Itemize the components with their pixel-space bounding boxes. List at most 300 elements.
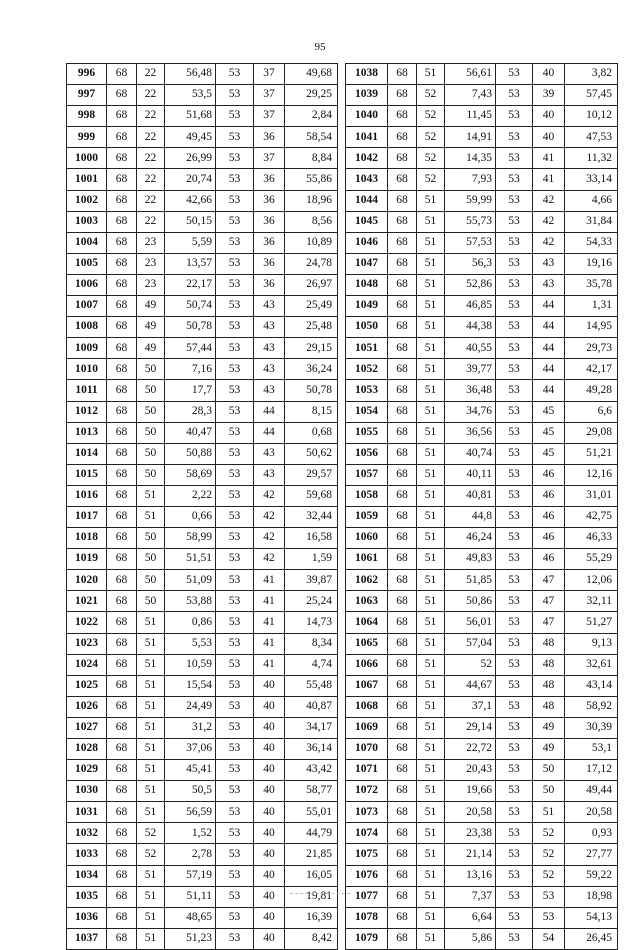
point-number-cell: 1030: [67, 781, 107, 802]
deg-lon-cell: 53: [216, 633, 254, 654]
sec-lat-cell: 56,61: [445, 64, 496, 85]
min-lat-cell: 51: [417, 739, 445, 760]
sec-lon-cell: 31,01: [565, 485, 618, 506]
table-row: [346, 528, 618, 549]
min-lon-cell: 47: [533, 612, 565, 633]
table-row: [346, 127, 618, 148]
sec-lon-cell: 18,98: [565, 886, 618, 907]
deg-lon-cell: 53: [496, 232, 533, 253]
sec-lat-cell: 15,54: [165, 675, 216, 696]
min-lon-cell: 43: [254, 296, 285, 317]
deg-lon-cell: 53: [496, 696, 533, 717]
table-row: [67, 781, 338, 802]
point-number-cell: 1079: [346, 928, 388, 949]
deg-lon-cell: 53: [216, 844, 254, 865]
sec-lon-cell: 16,39: [285, 907, 338, 928]
sec-lat-cell: 57,44: [165, 338, 216, 359]
table-row: [67, 274, 338, 295]
min-lat-cell: 51: [417, 570, 445, 591]
point-number-cell: 1037: [67, 928, 107, 949]
min-lon-cell: 52: [533, 844, 565, 865]
deg-lon-cell: 53: [216, 739, 254, 760]
deg-lat-cell: 68: [388, 380, 417, 401]
sec-lat-cell: 56,59: [165, 802, 216, 823]
min-lon-cell: 43: [533, 253, 565, 274]
deg-lon-cell: 53: [496, 865, 533, 886]
table-row: [67, 717, 338, 738]
min-lat-cell: 22: [137, 148, 165, 169]
deg-lat-cell: 68: [107, 296, 137, 317]
sec-lat-cell: 0,86: [165, 612, 216, 633]
point-number-cell: 1045: [346, 211, 388, 232]
table-row: [346, 612, 618, 633]
bottom-scan-mark: [290, 893, 350, 894]
sec-lon-cell: 29,08: [565, 422, 618, 443]
deg-lon-cell: 53: [496, 633, 533, 654]
table-row: [346, 781, 618, 802]
min-lon-cell: 40: [254, 802, 285, 823]
sec-lat-cell: 10,59: [165, 654, 216, 675]
deg-lon-cell: 53: [496, 844, 533, 865]
sec-lat-cell: 44,8: [445, 506, 496, 527]
sec-lon-cell: 54,33: [565, 232, 618, 253]
point-number-cell: 1071: [346, 760, 388, 781]
sec-lon-cell: 49,68: [285, 64, 338, 85]
deg-lat-cell: 68: [107, 274, 137, 295]
sec-lat-cell: 2,22: [165, 485, 216, 506]
min-lon-cell: 45: [533, 443, 565, 464]
table-row: [346, 190, 618, 211]
min-lat-cell: 22: [137, 190, 165, 211]
deg-lat-cell: 68: [388, 802, 417, 823]
table-row: [346, 802, 618, 823]
sec-lon-cell: 8,56: [285, 211, 338, 232]
min-lat-cell: 22: [137, 64, 165, 85]
deg-lat-cell: 68: [388, 85, 417, 106]
sec-lat-cell: 50,88: [165, 443, 216, 464]
sec-lat-cell: 49,45: [165, 127, 216, 148]
point-number-cell: 996: [67, 64, 107, 85]
deg-lon-cell: 53: [216, 169, 254, 190]
sec-lon-cell: 26,45: [565, 928, 618, 949]
min-lat-cell: 51: [137, 865, 165, 886]
point-number-cell: 1005: [67, 253, 107, 274]
point-number-cell: 1059: [346, 506, 388, 527]
point-number-cell: 1031: [67, 802, 107, 823]
min-lon-cell: 40: [254, 739, 285, 760]
deg-lon-cell: 53: [496, 802, 533, 823]
table-row: [346, 443, 618, 464]
min-lon-cell: 46: [533, 549, 565, 570]
point-number-cell: 1067: [346, 675, 388, 696]
deg-lat-cell: 68: [388, 64, 417, 85]
deg-lat-cell: 68: [107, 654, 137, 675]
table-row: [346, 485, 618, 506]
deg-lat-cell: 68: [388, 359, 417, 380]
deg-lat-cell: 68: [107, 127, 137, 148]
point-number-cell: 1013: [67, 422, 107, 443]
deg-lat-cell: 68: [107, 85, 137, 106]
min-lon-cell: 40: [254, 886, 285, 907]
deg-lat-cell: 68: [107, 422, 137, 443]
point-number-cell: 1042: [346, 148, 388, 169]
min-lat-cell: 51: [137, 696, 165, 717]
sec-lon-cell: 19,81: [285, 886, 338, 907]
sec-lon-cell: 14,73: [285, 612, 338, 633]
sec-lon-cell: 18,96: [285, 190, 338, 211]
min-lat-cell: 51: [137, 506, 165, 527]
min-lat-cell: 51: [417, 886, 445, 907]
point-number-cell: 1006: [67, 274, 107, 295]
sec-lat-cell: 51,09: [165, 570, 216, 591]
deg-lon-cell: 53: [496, 739, 533, 760]
sec-lat-cell: 6,64: [445, 907, 496, 928]
sec-lon-cell: 42,17: [565, 359, 618, 380]
min-lat-cell: 51: [137, 760, 165, 781]
table-row: [346, 380, 618, 401]
min-lon-cell: 49: [533, 739, 565, 760]
sec-lat-cell: 20,74: [165, 169, 216, 190]
table-row: [346, 570, 618, 591]
sec-lat-cell: 21,14: [445, 844, 496, 865]
point-number-cell: 1049: [346, 296, 388, 317]
deg-lon-cell: 53: [216, 253, 254, 274]
min-lat-cell: 50: [137, 549, 165, 570]
min-lat-cell: 51: [137, 907, 165, 928]
deg-lat-cell: 68: [388, 232, 417, 253]
table-row: [346, 739, 618, 760]
deg-lon-cell: 53: [496, 675, 533, 696]
table-row: [67, 654, 338, 675]
min-lon-cell: 37: [254, 85, 285, 106]
point-number-cell: 1023: [67, 633, 107, 654]
point-number-cell: 998: [67, 106, 107, 127]
table-row: [67, 190, 338, 211]
table-row: [346, 211, 618, 232]
min-lat-cell: 49: [137, 317, 165, 338]
deg-lon-cell: 53: [216, 886, 254, 907]
min-lat-cell: 22: [137, 85, 165, 106]
sec-lat-cell: 13,57: [165, 253, 216, 274]
deg-lon-cell: 53: [216, 464, 254, 485]
point-number-cell: 1039: [346, 85, 388, 106]
min-lon-cell: 40: [254, 675, 285, 696]
min-lon-cell: 40: [254, 760, 285, 781]
sec-lat-cell: 55,73: [445, 211, 496, 232]
deg-lat-cell: 68: [388, 570, 417, 591]
deg-lat-cell: 68: [388, 253, 417, 274]
sec-lon-cell: 29,15: [285, 338, 338, 359]
deg-lon-cell: 53: [496, 485, 533, 506]
deg-lon-cell: 53: [216, 190, 254, 211]
sec-lat-cell: 56,48: [165, 64, 216, 85]
sec-lon-cell: 29,57: [285, 464, 338, 485]
min-lon-cell: 43: [254, 380, 285, 401]
min-lat-cell: 51: [417, 464, 445, 485]
min-lat-cell: 50: [137, 464, 165, 485]
min-lat-cell: 22: [137, 169, 165, 190]
deg-lon-cell: 53: [216, 85, 254, 106]
point-number-cell: 1032: [67, 823, 107, 844]
min-lon-cell: 37: [254, 106, 285, 127]
deg-lon-cell: 53: [216, 211, 254, 232]
sec-lon-cell: 16,05: [285, 865, 338, 886]
min-lat-cell: 50: [137, 570, 165, 591]
min-lat-cell: 51: [137, 612, 165, 633]
deg-lat-cell: 68: [388, 464, 417, 485]
sec-lon-cell: 33,14: [565, 169, 618, 190]
deg-lon-cell: 53: [216, 549, 254, 570]
table-row: [67, 338, 338, 359]
deg-lat-cell: 68: [388, 211, 417, 232]
min-lat-cell: 51: [417, 781, 445, 802]
deg-lon-cell: 53: [496, 64, 533, 85]
deg-lon-cell: 53: [216, 443, 254, 464]
point-number-cell: 1035: [67, 886, 107, 907]
deg-lon-cell: 53: [216, 528, 254, 549]
sec-lat-cell: 1,52: [165, 823, 216, 844]
sec-lat-cell: 17,7: [165, 380, 216, 401]
min-lon-cell: 44: [533, 359, 565, 380]
deg-lat-cell: 68: [388, 549, 417, 570]
deg-lat-cell: 68: [388, 675, 417, 696]
deg-lon-cell: 53: [216, 380, 254, 401]
deg-lon-cell: 53: [496, 422, 533, 443]
min-lon-cell: 48: [533, 633, 565, 654]
min-lon-cell: 45: [533, 422, 565, 443]
deg-lat-cell: 68: [107, 781, 137, 802]
min-lat-cell: 51: [417, 443, 445, 464]
sec-lon-cell: 25,24: [285, 591, 338, 612]
sec-lat-cell: 7,93: [445, 169, 496, 190]
min-lat-cell: 51: [417, 380, 445, 401]
table-row: [346, 338, 618, 359]
min-lon-cell: 42: [254, 549, 285, 570]
table-row: [67, 528, 338, 549]
min-lat-cell: 51: [417, 844, 445, 865]
sec-lat-cell: 50,78: [165, 317, 216, 338]
sec-lat-cell: 53,88: [165, 591, 216, 612]
sec-lat-cell: 59,99: [445, 190, 496, 211]
min-lat-cell: 52: [417, 85, 445, 106]
min-lat-cell: 50: [137, 591, 165, 612]
point-number-cell: 1041: [346, 127, 388, 148]
table-row: [346, 591, 618, 612]
sec-lat-cell: 50,74: [165, 296, 216, 317]
deg-lon-cell: 53: [216, 64, 254, 85]
sec-lat-cell: 34,76: [445, 401, 496, 422]
table-row: [67, 802, 338, 823]
min-lon-cell: 39: [533, 85, 565, 106]
min-lon-cell: 40: [254, 844, 285, 865]
sec-lon-cell: 50,62: [285, 443, 338, 464]
min-lon-cell: 42: [533, 211, 565, 232]
sec-lat-cell: 49,83: [445, 549, 496, 570]
sec-lon-cell: 32,44: [285, 506, 338, 527]
table-row: [67, 865, 338, 886]
min-lat-cell: 51: [417, 907, 445, 928]
min-lat-cell: 51: [417, 802, 445, 823]
sec-lon-cell: 0,68: [285, 422, 338, 443]
min-lon-cell: 43: [254, 338, 285, 359]
sec-lat-cell: 28,3: [165, 401, 216, 422]
sec-lat-cell: 51,11: [165, 886, 216, 907]
min-lat-cell: 50: [137, 401, 165, 422]
sec-lon-cell: 16,58: [285, 528, 338, 549]
deg-lat-cell: 68: [107, 802, 137, 823]
sec-lon-cell: 17,12: [565, 760, 618, 781]
min-lat-cell: 51: [417, 865, 445, 886]
sec-lon-cell: 50,78: [285, 380, 338, 401]
table-row: [346, 64, 618, 85]
min-lat-cell: 51: [137, 781, 165, 802]
min-lon-cell: 51: [533, 802, 565, 823]
table-row: [67, 823, 338, 844]
sec-lon-cell: 31,84: [565, 211, 618, 232]
deg-lon-cell: 53: [496, 654, 533, 675]
table-row: [346, 359, 618, 380]
min-lon-cell: 40: [533, 127, 565, 148]
deg-lat-cell: 68: [388, 528, 417, 549]
sec-lon-cell: 40,87: [285, 696, 338, 717]
point-number-cell: 1018: [67, 528, 107, 549]
table-row: [67, 169, 338, 190]
deg-lon-cell: 53: [496, 823, 533, 844]
table-row: [346, 401, 618, 422]
point-number-cell: 1054: [346, 401, 388, 422]
point-number-cell: 1002: [67, 190, 107, 211]
deg-lat-cell: 68: [388, 317, 417, 338]
deg-lon-cell: 53: [496, 506, 533, 527]
deg-lat-cell: 68: [388, 106, 417, 127]
min-lon-cell: 36: [254, 169, 285, 190]
point-number-cell: 1056: [346, 443, 388, 464]
min-lon-cell: 40: [533, 106, 565, 127]
deg-lat-cell: 68: [107, 380, 137, 401]
min-lon-cell: 42: [254, 506, 285, 527]
point-number-cell: 997: [67, 85, 107, 106]
deg-lon-cell: 53: [216, 760, 254, 781]
deg-lon-cell: 53: [496, 781, 533, 802]
point-number-cell: 1027: [67, 717, 107, 738]
min-lon-cell: 44: [533, 317, 565, 338]
deg-lat-cell: 68: [107, 64, 137, 85]
min-lat-cell: 49: [137, 296, 165, 317]
table-row: [346, 506, 618, 527]
min-lon-cell: 36: [254, 253, 285, 274]
deg-lon-cell: 53: [496, 464, 533, 485]
table-row: [346, 85, 618, 106]
point-number-cell: 1060: [346, 528, 388, 549]
deg-lon-cell: 53: [216, 485, 254, 506]
point-number-cell: 1057: [346, 464, 388, 485]
point-number-cell: 1014: [67, 443, 107, 464]
deg-lat-cell: 68: [107, 570, 137, 591]
min-lat-cell: 51: [417, 253, 445, 274]
table-row: [346, 696, 618, 717]
deg-lon-cell: 53: [216, 612, 254, 633]
sec-lon-cell: 49,28: [565, 380, 618, 401]
min-lat-cell: 51: [417, 717, 445, 738]
page-number: 95: [314, 41, 326, 53]
sec-lat-cell: 40,11: [445, 464, 496, 485]
min-lat-cell: 51: [417, 190, 445, 211]
table-row: [67, 549, 338, 570]
point-number-cell: 1020: [67, 570, 107, 591]
sec-lon-cell: 9,13: [565, 633, 618, 654]
deg-lon-cell: 53: [496, 338, 533, 359]
table-row: [67, 506, 338, 527]
sec-lon-cell: 19,16: [565, 253, 618, 274]
deg-lat-cell: 68: [388, 591, 417, 612]
table-row: [67, 928, 338, 949]
deg-lon-cell: 53: [496, 528, 533, 549]
min-lon-cell: 42: [254, 485, 285, 506]
point-number-cell: 1004: [67, 232, 107, 253]
deg-lat-cell: 68: [107, 739, 137, 760]
table-row: [346, 760, 618, 781]
sec-lat-cell: 51,51: [165, 549, 216, 570]
min-lon-cell: 44: [533, 338, 565, 359]
point-number-cell: 1015: [67, 464, 107, 485]
deg-lat-cell: 68: [107, 106, 137, 127]
point-number-cell: 1053: [346, 380, 388, 401]
table-row: [67, 148, 338, 169]
deg-lat-cell: 68: [107, 760, 137, 781]
min-lon-cell: 40: [254, 907, 285, 928]
min-lon-cell: 52: [533, 865, 565, 886]
sec-lon-cell: 1,59: [285, 549, 338, 570]
point-number-cell: 1052: [346, 359, 388, 380]
min-lon-cell: 46: [533, 528, 565, 549]
sec-lon-cell: 11,32: [565, 148, 618, 169]
sec-lon-cell: 0,93: [565, 823, 618, 844]
sec-lat-cell: 39,77: [445, 359, 496, 380]
sec-lat-cell: 57,53: [445, 232, 496, 253]
min-lon-cell: 49: [533, 717, 565, 738]
min-lon-cell: 40: [254, 717, 285, 738]
sec-lon-cell: 25,48: [285, 317, 338, 338]
deg-lat-cell: 68: [388, 443, 417, 464]
sec-lat-cell: 45,41: [165, 760, 216, 781]
sec-lon-cell: 25,49: [285, 296, 338, 317]
sec-lon-cell: 58,77: [285, 781, 338, 802]
deg-lon-cell: 53: [216, 675, 254, 696]
table-row: [346, 865, 618, 886]
table-row: [67, 443, 338, 464]
point-number-cell: 1009: [67, 338, 107, 359]
point-number-cell: 1072: [346, 781, 388, 802]
sec-lon-cell: 8,84: [285, 148, 338, 169]
deg-lon-cell: 53: [216, 717, 254, 738]
min-lon-cell: 44: [533, 296, 565, 317]
deg-lat-cell: 68: [388, 169, 417, 190]
sec-lon-cell: 4,74: [285, 654, 338, 675]
sec-lon-cell: 3,82: [565, 64, 618, 85]
min-lat-cell: 22: [137, 106, 165, 127]
sec-lon-cell: 27,77: [565, 844, 618, 865]
table-row: [346, 549, 618, 570]
sec-lat-cell: 14,91: [445, 127, 496, 148]
min-lon-cell: 41: [254, 570, 285, 591]
point-number-cell: 1000: [67, 148, 107, 169]
deg-lon-cell: 53: [496, 148, 533, 169]
sec-lon-cell: 44,79: [285, 823, 338, 844]
deg-lat-cell: 68: [107, 443, 137, 464]
deg-lat-cell: 68: [107, 232, 137, 253]
table-row: [67, 317, 338, 338]
point-number-cell: 1048: [346, 274, 388, 295]
